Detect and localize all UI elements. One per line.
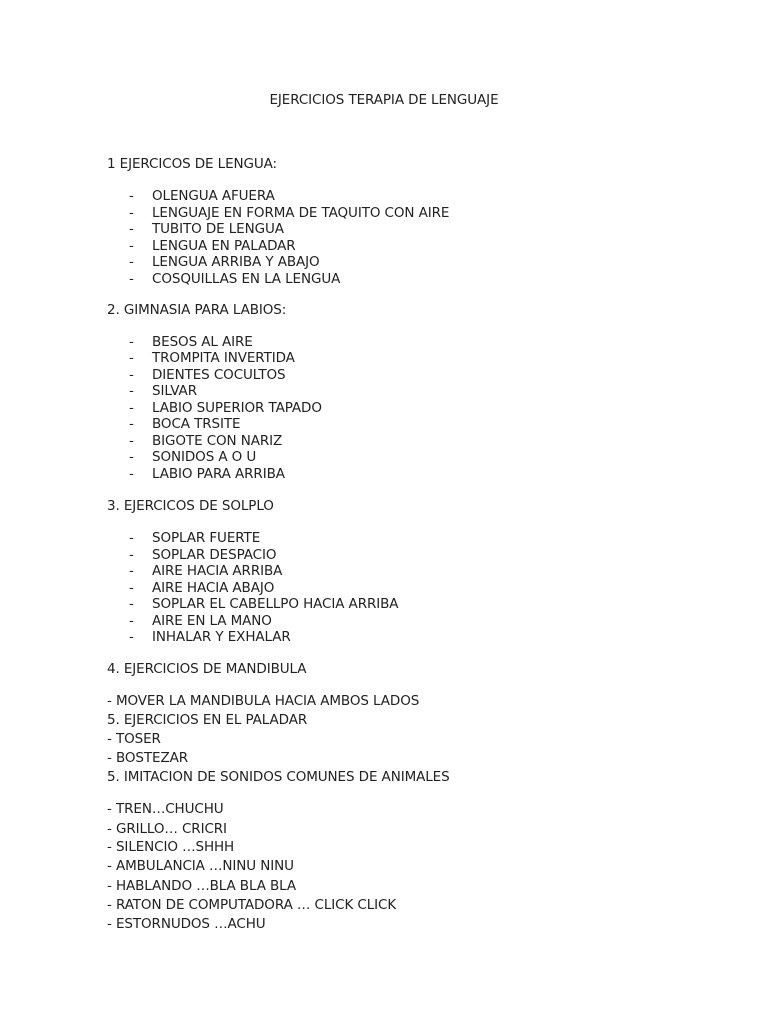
list-item: - TOSER	[107, 731, 161, 747]
list-item: - ESTORNUDOS …ACHU	[107, 915, 266, 932]
dash-bullet: -	[129, 333, 134, 350]
section-heading-soplo: 3. EJERCICOS DE SOLPLO	[107, 498, 274, 514]
dash-bullet: -	[129, 579, 134, 596]
section-heading-lengua: 1 EJERCICOS DE LENGUA:	[107, 156, 278, 172]
dash-bullet: -	[129, 629, 134, 645]
list-item: - MOVER LA MANDIBULA HACIA AMBOS LADOS	[107, 693, 420, 709]
dash-bullet: -	[129, 383, 134, 399]
dash-bullet: -	[129, 563, 134, 579]
dash-bullet: -	[129, 449, 134, 465]
dash-bullet: -	[129, 366, 134, 383]
document-page: EJERCICIOS TERAPIA DE LENGUAJE 1 EJERCICOS DE LENGUA: - OLENGUA AFUERA - LENGUAJE EN FORMA DE TAQUITO CON AIRE - TUBITO DE LENGUA - LENGUA EN PALADAR - LENGUA ARRIBA Y ABAJO - COSQUILLAS EN LA LENGUA 2. GIMNASIA PARA LABIOS: - BESOS AL AIRE - TROMPITA INVERTIDA - DIENTES COCULTOS - SILVAR - LABIO SUPERIOR TAPADO - BOCA TRSITE - BIGOTE CON NARIZ - SONIDOS A O U - LABIO PARA ARRIBA 3. EJERCICOS DE SOLPLO - SOPLAR FUERTE - SOPLAR DESPACIO - AIRE HACIA ARRIBA - AIRE HACIA ABAJO - SOPLAR EL CABELLPO HACIA ARRIBA - AIRE EN LA MANO - INHALAR Y EXHALAR 4. EJERCICIOS DE MANDIBULA - MOVER LA MANDIBULA HACIA AMBOS LADOS 5. EJERCICIOS EN EL PALADAR - TOSER - BOSTEZAR 5. IMITACION DE SONIDOS COMUNES DE ANIMALES - TREN…CHUCHU - GRILLO… CRICRI - SILENCIO …SHHH - AMBULANCIA …NINU NINU - HABLANDO …BLA BLA BLA - RATON DE COMPUTADORA … CLICK CLICK - ESTORNUDOS …ACHU	[0, 0, 768, 1024]
dash-bullet: -	[129, 350, 134, 366]
section-heading-sonidos: 5. IMITACION DE SONIDOS COMUNES DE ANIMALES	[107, 769, 450, 785]
dash-bullet: -	[129, 432, 134, 449]
dash-bullet: -	[129, 465, 134, 482]
dash-bullet: -	[129, 188, 134, 204]
dash-bullet: -	[129, 254, 134, 270]
list-item: - TREN…CHUCHU	[107, 801, 224, 817]
dash-bullet: -	[129, 221, 134, 237]
dash-bullet: -	[129, 204, 134, 221]
dash-bullet: -	[129, 416, 134, 432]
section-heading-mandibula: 4. EJERCICIOS DE MANDIBULA	[107, 661, 307, 677]
dash-bullet: -	[129, 546, 134, 563]
dash-bullet: -	[129, 399, 134, 416]
dash-bullet: -	[129, 530, 134, 546]
section-heading-paladar: 5. EJERCICIOS EN EL PALADAR	[107, 712, 308, 728]
dash-bullet: -	[129, 596, 134, 612]
document-title: EJERCICIOS TERAPIA DE LENGUAJE	[269, 92, 499, 108]
dash-bullet: -	[129, 237, 134, 254]
list-item: - AMBULANCIA …NINU NINU	[107, 858, 294, 874]
list-item: - GRILLO… CRICRI	[107, 820, 227, 837]
list-item: - HABLANDO …BLA BLA BLA	[107, 877, 297, 894]
list-item: - SILENCIO …SHHH	[107, 839, 235, 855]
list-item: - BOSTEZAR	[107, 750, 189, 766]
section-heading-labios: 2. GIMNASIA PARA LABIOS:	[107, 302, 287, 318]
dash-bullet: -	[129, 270, 134, 287]
list-item: - RATON DE COMPUTADORA … CLICK CLICK	[107, 896, 397, 913]
dash-bullet: -	[129, 612, 134, 629]
